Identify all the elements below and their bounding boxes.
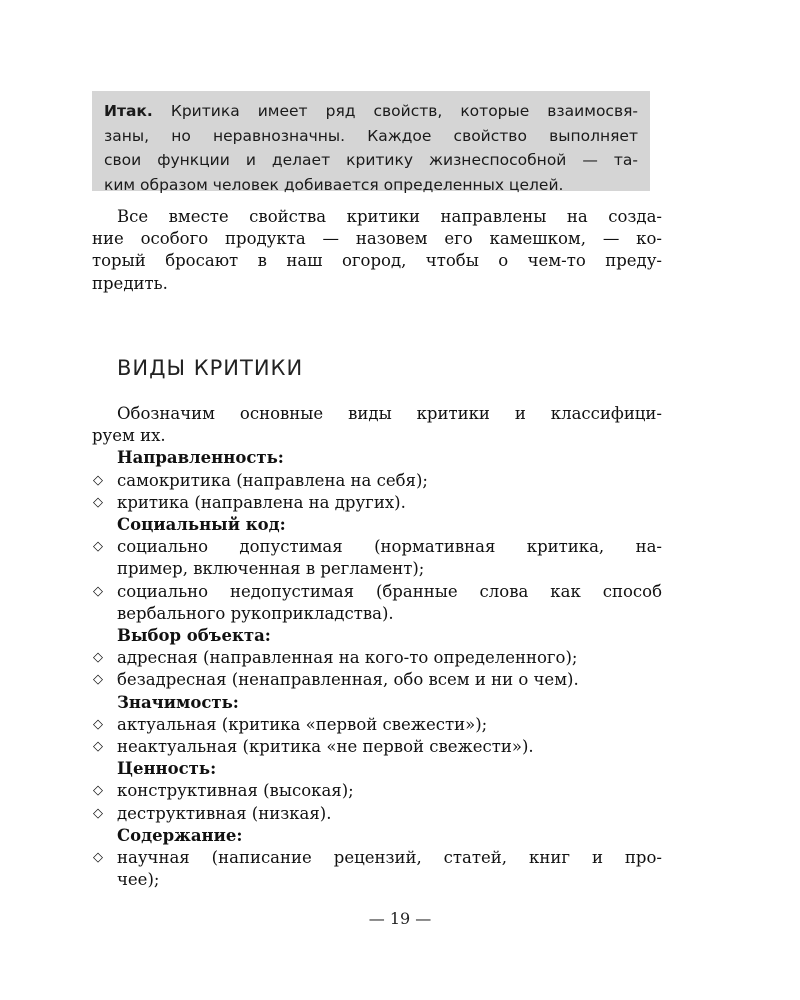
list-item-continuation: пример, включенная в регламент); bbox=[117, 559, 425, 579]
paragraph-line: предить. bbox=[92, 273, 168, 293]
list-item-text: безадресная (ненаправленная, обо всем и ни о чем). bbox=[117, 670, 579, 690]
summary-bold-lead: Итак. bbox=[104, 102, 153, 120]
list-item-text: конструктивная (высокая); bbox=[117, 781, 354, 801]
list-item bbox=[92, 536, 662, 558]
list-item-continuation: чее); bbox=[117, 870, 160, 890]
list-item bbox=[92, 470, 662, 492]
list-item bbox=[92, 669, 662, 691]
diamond-bullet-icon: ◇ bbox=[93, 472, 103, 488]
diamond-bullet-icon: ◇ bbox=[93, 583, 103, 599]
category-title: Содержание: bbox=[117, 825, 243, 845]
list-item bbox=[92, 803, 662, 825]
list-item-text: актуальная (критика «первой свежести»); bbox=[117, 714, 488, 734]
diamond-bullet-icon: ◇ bbox=[93, 672, 103, 688]
list-item bbox=[92, 492, 662, 514]
diamond-bullet-icon: ◇ bbox=[93, 716, 103, 732]
list-item-text: самокритика (направлена на себя); bbox=[117, 470, 428, 490]
category-title: Значимость: bbox=[117, 692, 239, 712]
paragraph-line: ние особого продукта — назовем его камешком, — ко- bbox=[92, 229, 662, 249]
paragraph-line: торый бросают в наш огород, чтобы о чем-то преду- bbox=[92, 251, 662, 271]
page-number: — 19 — bbox=[368, 909, 432, 928]
list-item-text: научная (написание рецензий, статей, книг и про- bbox=[117, 848, 662, 868]
classification-list bbox=[92, 403, 662, 891]
summary-box bbox=[92, 91, 650, 194]
intro-line: руем их. bbox=[92, 426, 166, 446]
summary-line: свои функции и делает критику жизнеспособной — та- bbox=[104, 151, 638, 169]
list-item-text: социально недопустимая (бранные слова как способ bbox=[117, 581, 662, 601]
list-item bbox=[92, 736, 662, 758]
category-title: Направленность: bbox=[117, 448, 284, 468]
section-heading: ВИДЫ КРИТИКИ bbox=[117, 356, 304, 380]
list-item bbox=[92, 780, 662, 802]
list-item-continuation: вербального рукоприкладства). bbox=[117, 603, 394, 623]
list-item bbox=[92, 647, 662, 669]
list-item-text: адресная (направленная на кого-то определенного); bbox=[117, 648, 578, 668]
category-title: Ценность: bbox=[117, 759, 217, 779]
category-title: Выбор объекта: bbox=[117, 626, 271, 646]
summary-line: ким образом человек добивается определенных целей. bbox=[104, 175, 564, 194]
intro-line: Обозначим основные виды критики и классифици- bbox=[117, 404, 662, 423]
paragraph-line: Все вместе свойства критики направлены на созда- bbox=[117, 207, 662, 226]
list-item-text: неактуальная (критика «не первой свежести»). bbox=[117, 737, 534, 757]
diamond-bullet-icon: ◇ bbox=[93, 739, 103, 755]
diamond-bullet-icon: ◇ bbox=[93, 783, 103, 799]
list-item-text: деструктивная (низкая). bbox=[117, 803, 332, 823]
list-item bbox=[92, 581, 662, 603]
list-item-text: социально допустимая (нормативная критика, на- bbox=[117, 537, 662, 557]
diamond-bullet-icon: ◇ bbox=[93, 805, 103, 821]
list-item bbox=[92, 847, 662, 869]
summary-line: Итак. Критика имеет ряд свойств, которые взаимосвя- bbox=[104, 102, 638, 120]
summary-line: заны, но неравнозначны. Каждое свойство выполняет bbox=[104, 126, 638, 145]
diamond-bullet-icon: ◇ bbox=[93, 850, 103, 866]
list-item-text: критика (направлена на других). bbox=[117, 492, 406, 512]
category-title: Социальный код: bbox=[117, 515, 286, 535]
diamond-bullet-icon: ◇ bbox=[93, 494, 103, 510]
diamond-bullet-icon: ◇ bbox=[93, 539, 103, 555]
list-item bbox=[92, 714, 662, 736]
body-paragraph bbox=[92, 206, 662, 295]
diamond-bullet-icon: ◇ bbox=[93, 650, 103, 666]
